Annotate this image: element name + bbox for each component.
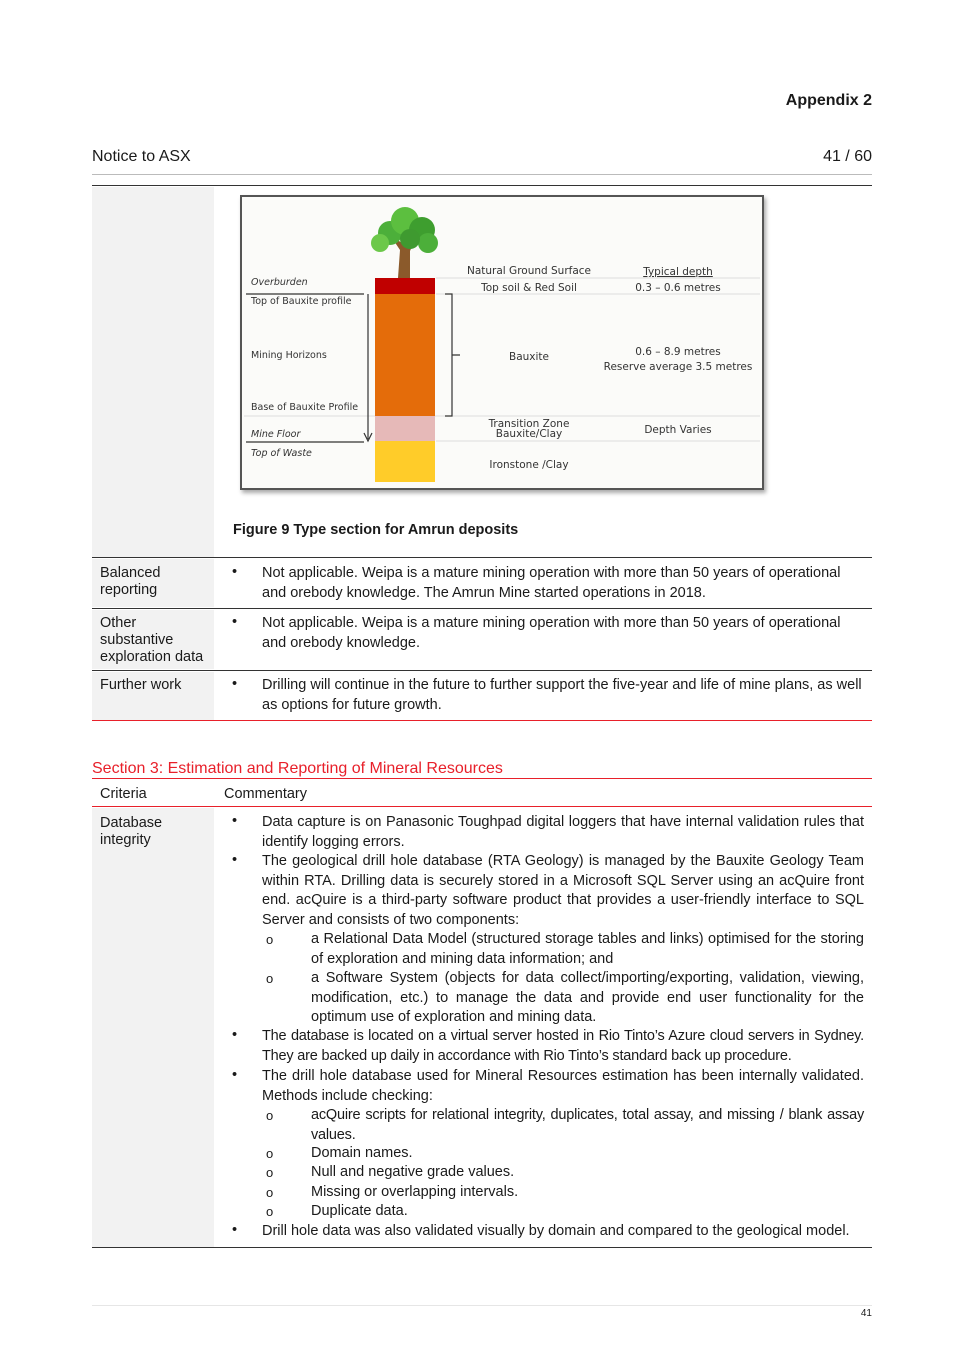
document-title: Notice to ASX: [92, 148, 191, 165]
commentary-subtext: Missing or overlapping intervals.: [311, 1184, 519, 1200]
label-ironstone: Ironstone /Clay: [489, 459, 569, 471]
type-section-diagram: [242, 197, 762, 488]
column-header-criteria: Criteria: [100, 786, 147, 802]
bullet: •: [232, 1027, 238, 1043]
type-section-figure: [240, 195, 764, 490]
label-top-bauxite: Top of Bauxite profile: [251, 296, 352, 307]
header-divider: [92, 174, 872, 175]
criteria-database-integrity: Database integrity: [100, 815, 163, 848]
commentary-text: The database is located on a virtual server hosted in Rio Tinto’s Azure cloud servers in Sydney. They are backed up daily in accordance with Rio Tinto’s standard back up procedure.: [262, 1028, 864, 1064]
bauxite-layer: [375, 294, 435, 416]
sub-bullet: o: [266, 1165, 274, 1180]
column-header-commentary: Commentary: [224, 786, 307, 802]
section-underline: [92, 778, 872, 779]
sub-bullet: o: [266, 1146, 274, 1161]
label-ground-surface: Natural Ground Surface: [466, 265, 592, 277]
appendix-label: Appendix 2: [785, 92, 872, 109]
commentary-subtext: acQuire scripts for relational integrity, duplicates, total assay, and missing / blank assay values.: [311, 1107, 864, 1143]
footer-page-number: 41: [860, 1308, 872, 1319]
commentary-subtext: Domain names.: [311, 1145, 413, 1161]
bullet: •: [232, 1222, 238, 1238]
criteria-balanced-reporting: Balanced reporting: [100, 565, 161, 598]
transition-layer: [375, 416, 435, 441]
commentary-subtext: a Software System (objects for data collect/importing/exporting, validation, viewing, modification, etc.) to manage the data and provide end user functionality for the optimum use of exploration and mining data.: [311, 970, 864, 1025]
bullet: •: [232, 564, 238, 580]
page-number: 41 / 60: [823, 148, 872, 165]
criteria-other-exploration: Other substantive exploration data: [100, 615, 204, 665]
bullet: •: [232, 1067, 238, 1083]
commentary-subtext: Duplicate data.: [311, 1203, 408, 1219]
header-underline: [92, 806, 872, 807]
label-bauxite: Bauxite: [508, 351, 550, 363]
bullet: •: [232, 852, 238, 868]
label-topsoil: Top soil & Red Soil: [481, 282, 577, 294]
commentary-text: Not applicable. Weipa is a mature mining operation with more than 50 years of operational and orebody knowledge. The Amrun Mine started operations in 2018.: [262, 565, 841, 601]
bauxite-bracket: [445, 294, 460, 416]
tree-icon: [371, 207, 438, 278]
commentary-text: Data capture is on Panasonic Toughpad digital loggers that have internal validation rules that identify logging errors.: [262, 814, 864, 850]
figure-caption: Figure 9 Type section for Amrun deposits: [233, 522, 519, 538]
sub-bullet: o: [266, 1204, 274, 1219]
criteria-cell: [92, 808, 214, 1247]
label-typical-depth: Typical depth: [643, 266, 713, 278]
commentary-text: Drilling will continue in the future to further support the five-year and life of mine plans, as well as options for future growth.: [262, 677, 862, 713]
table-top-border: [92, 185, 872, 186]
sub-bullet: o: [266, 1108, 274, 1123]
commentary-subtext: a Relational Data Model (structured storage tables and links) optimised for the storing of exploration and mining data information; and: [311, 931, 864, 967]
depth-transition: Depth Varies: [644, 424, 712, 436]
row-divider: [92, 670, 872, 671]
footer-divider: [92, 1305, 872, 1306]
table-bottom-border: [92, 720, 872, 721]
label-transition-2: Bauxite/Clay: [495, 428, 563, 440]
bullet: •: [232, 813, 238, 829]
table-bottom-border: [92, 1247, 872, 1248]
commentary-text: The geological drill hole database (RTA Geology) is managed by the Bauxite Geology Team within RTA. Drilling data is securely stored in a Microsoft SQL Server using an acQuire front end. acQuire is a third-party software product that provides a user-friendly interface to SQL Server and consists of two components:: [262, 853, 864, 928]
sub-bullet: o: [266, 971, 274, 986]
ironstone-layer: [375, 441, 435, 482]
topsoil-layer: [375, 278, 435, 294]
bullet: •: [232, 676, 238, 692]
sub-bullet: o: [266, 1185, 274, 1200]
criteria-further-work: Further work: [100, 677, 182, 693]
section-heading: Section 3: Estimation and Reporting of Mineral Resources: [92, 760, 503, 777]
depth-reserve-average: Reserve average 3.5 metres: [603, 361, 753, 373]
row-divider: [92, 608, 872, 609]
row-divider: [92, 557, 872, 558]
commentary-text: Drill hole data was also validated visually by domain and compared to the geological model.: [262, 1223, 850, 1239]
label-transition: Transition Zone: [488, 418, 570, 430]
commentary-text: Not applicable. Weipa is a mature mining operation with more than 50 years of operational and orebody knowledge.: [262, 615, 841, 651]
depth-bauxite: 0.6 – 8.9 metres: [635, 346, 721, 358]
bullet: •: [232, 614, 238, 630]
figure-row-left-cell: [92, 187, 214, 557]
label-base-bauxite: Base of Bauxite Profile: [251, 402, 359, 413]
label-overburden: Overburden: [251, 277, 308, 288]
commentary-subtext: Null and negative grade values.: [311, 1164, 515, 1180]
label-mine-floor: Mine Floor: [251, 429, 301, 440]
label-mining-horizons: Mining Horizons: [251, 350, 327, 361]
depth-topsoil: 0.3 – 0.6 metres: [635, 282, 721, 294]
sub-bullet: o: [266, 932, 274, 947]
label-top-waste: Top of Waste: [251, 448, 312, 459]
commentary-text: The drill hole database used for Mineral Resources estimation has been internally validated. Methods include checking:: [262, 1068, 864, 1104]
